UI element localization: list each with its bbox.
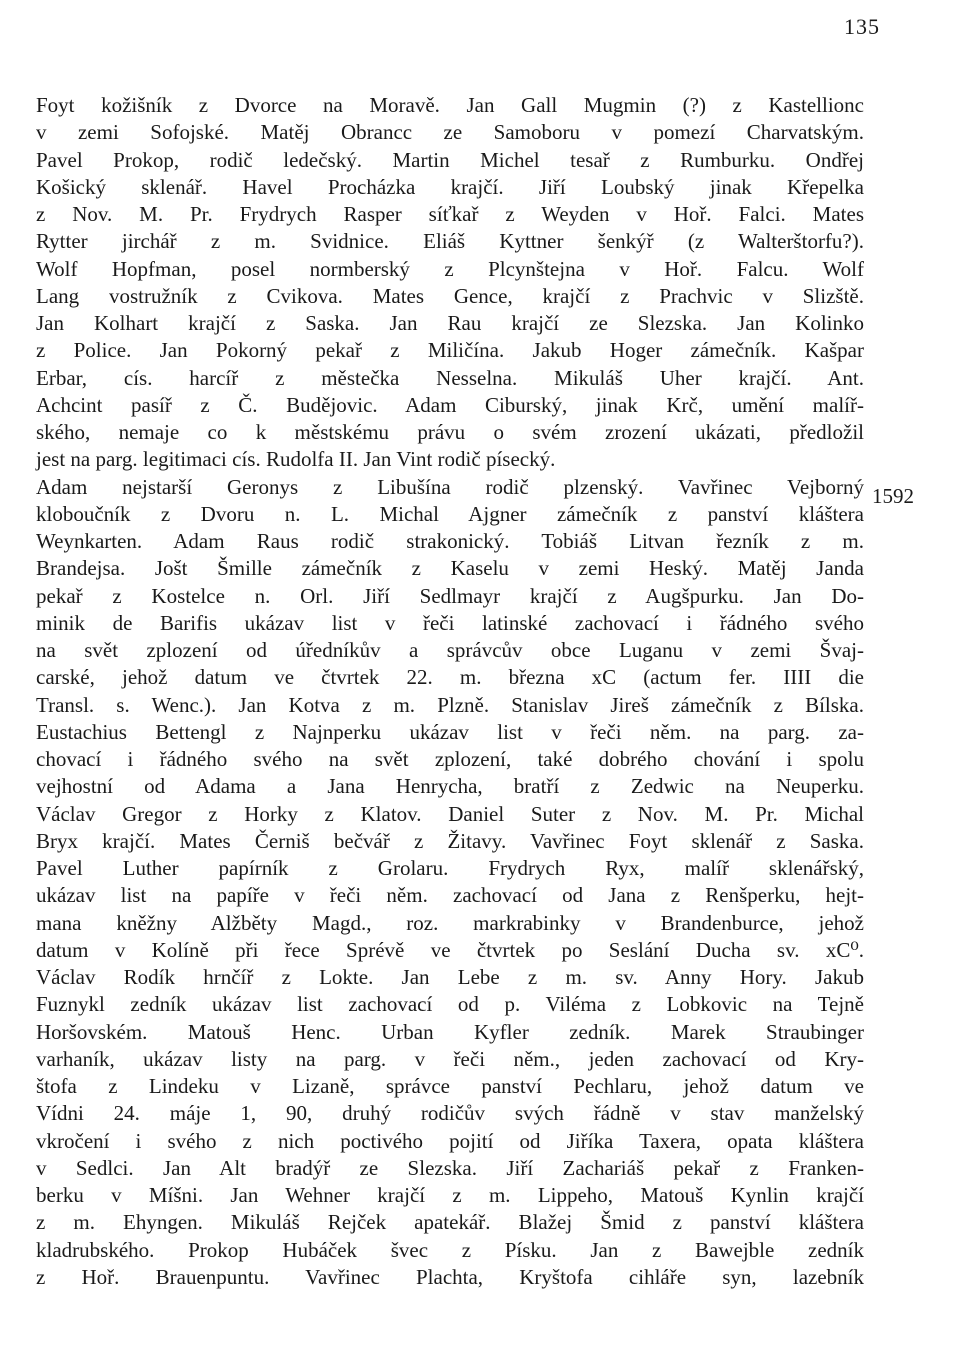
text-line: Fuznykl zedník ukázav list zachovací od p. Viléma z Lobkovic na Tejně: [36, 992, 864, 1017]
text-line: kloboučník z Dvoru n. L. Michal Ajgner zámečník z panství kláštera: [36, 501, 864, 526]
text-line: Václav Gregor z Horky z Klatov. Daniel Suter z Nov. M. Pr. Michal: [36, 801, 864, 826]
text-line: vejhostní od Adama a Jana Henrycha, bratří z Zedwic na Neuperku.: [36, 774, 864, 799]
text-line: v zemi Sofojské. Matěj Obrancc ze Samoboru v pomezí Charvatským.: [36, 120, 864, 145]
text-line: Transl. s. Wenc.). Jan Kotva z m. Plzně. Stanislav Jireš zámečník z Bílska.: [36, 692, 864, 717]
text-line: ukázav list na papíře v řeči něm. zachovací od Jana z Renšperku, hejt-: [36, 883, 864, 908]
text-line: minik de Barifis ukázav list v řeči latinské zachovací i řádného svého: [36, 610, 864, 635]
text-line: ského, nemaje co k městskému právu o svém zrození ukázati, předložil: [36, 420, 864, 444]
page-number: 135: [844, 14, 880, 39]
text-line: z Nov. M. Pr. Frydrych Rasper síťkař z Weyden v Hoř. Falci. Mates: [36, 202, 864, 226]
text-line: Horšovském. Matouš Henc. Urban Kyfler zedník. Marek Straubinger: [36, 1019, 864, 1044]
text-line: berku v Míšni. Jan Wehner krajčí z m. Lippeho, Matouš Kynlin krajčí: [36, 1183, 864, 1207]
text-line: na svět zplození od úředníkův a správcův obce Luganu v zemi Švaj-: [36, 638, 864, 662]
text-line: Pavel Luther papírník z Grolaru. Frydrych Ryx, malíř sklenářský,: [36, 856, 864, 880]
text-line: Pavel Prokop, rodič ledečský. Martin Michel tesař z Rumburku. Ondřej: [36, 147, 864, 172]
text-line: datum v Kolíně při řece Sprévě ve čtvrtek po Seslání Ducha sv. xC⁰.: [36, 937, 864, 962]
text-line: vkročení i svého z nich poctivého pojití od Jiříka Taxera, opata kláštera: [36, 1128, 864, 1153]
text-line: jest na parg. legitimaci cís. Rudolfa II. Jan Vint rodič písecký.: [36, 447, 556, 472]
text-line: carské, jehož datum ve čtvrtek 22. m. března xC (actum fer. IIII die: [36, 665, 864, 690]
body-text: [36, 92, 864, 1291]
text-line: štofa z Lindeku v Lizaně, správce panství Pechlaru, jehož datum ve: [36, 1074, 864, 1098]
text-line: Erbar, cís. harcíř z městečka Nesselna. Mikuláš Uher krajčí. Ant.: [36, 365, 864, 390]
text-line: Brandejsa. Jošt Šmille zámečník z Kaselu v zemi Heský. Matěj Janda: [36, 556, 864, 581]
text-line: Eustachius Bettengl z Najnperku ukázav list v řeči něm. na parg. za-: [36, 719, 864, 744]
text-line: chovací i řádného svého na svět zplození, také dobrého chování i spolu: [36, 747, 864, 771]
text-line: pekař z Kostelce n. Orl. Jiří Sedlmayr krajčí z Augšpurku. Jan Do-: [36, 583, 864, 608]
text-line: z m. Ehyngen. Mikuláš Rejček apatekář. Blažej Šmid z panství kláštera: [36, 1210, 864, 1235]
text-line: Košický sklenář. Havel Procházka krajčí. Jiří Loubský jinak Křepelka: [36, 174, 864, 199]
text-line: mana kněžny Alžběty Magd., roz. markrabinky v Brandenburce, jehož: [36, 910, 864, 935]
text-line: Achcint pasíř z Č. Budějovic. Adam Ciburský, jinak Krč, umění malíř-: [36, 392, 864, 417]
text-line: Weynkarten. Adam Raus rodič strakonický. Tobiáš Litvan řezník z m.: [36, 529, 864, 553]
text-line: z Hoř. Brauenpuntu. Vavřinec Plachta, Kryštofa cihláře syn, lazebník: [36, 1264, 864, 1289]
text-line: varhaník, ukázav listy na parg. v řeči něm., jeden zachovací od Kry-: [36, 1046, 864, 1071]
text-line: Foyt kožišník z Dvorce na Moravě. Jan Gall Mugmin (?) z Kastellionc: [36, 93, 864, 117]
text-line: z Police. Jan Pokorný pekař z Miličína. Jakub Hoger zámečník. Kašpar: [36, 338, 864, 363]
text-line: Rytter jirchář z m. Svidnice. Eliáš Kyttner šenkýř (z Walterštorfu?).: [36, 229, 864, 254]
text-line: Adam nejstarší Geronys z Libušína rodič plzenský. Vavřinec Vejborný: [36, 474, 864, 499]
text-line: v Sedlci. Jan Alt bradýř ze Slezska. Jiří Zachariáš pekař z Franken-: [36, 1155, 864, 1180]
margin-year-note: 1592: [872, 484, 914, 508]
text-line: Vídni 24. máje 1, 90, druhý rodičův svých řádně v stav manželský: [36, 1101, 864, 1126]
text-line: kladrubského. Prokop Hubáček švec z Písku. Jan z Bawejble zedník: [36, 1237, 864, 1262]
text-line: Wolf Hopfman, posel normberský z Plcynštejna v Hoř. Falcu. Wolf: [36, 256, 864, 281]
text-line: Bryx krajčí. Mates Černiš bečvář z Žitavy. Vavřinec Foyt sklenář z Saska.: [36, 828, 864, 853]
text-line: Václav Rodík hrnčíř z Lokte. Jan Lebe z m. sv. Anny Hory. Jakub: [36, 965, 864, 989]
text-line: Jan Kolhart krajčí z Saska. Jan Rau krajčí ze Slezska. Jan Kolinko: [36, 311, 864, 335]
text-line: Lang vostružník z Cvikova. Mates Gence, krajčí z Prachvic v Slizště.: [36, 283, 864, 308]
